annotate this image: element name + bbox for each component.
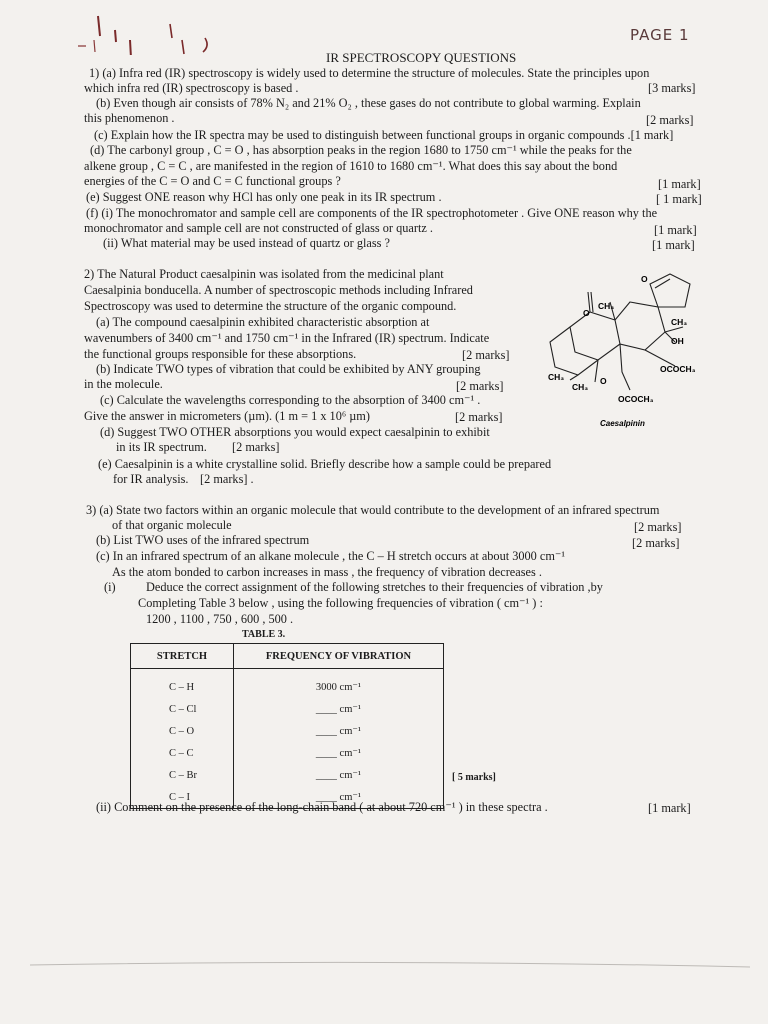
q2e-line1: (e) Caesalpinin is a white crystalline solid. Briefly describe how a sample could be prepared <box>98 457 552 471</box>
q2d-marks: [2 marks] <box>232 440 280 454</box>
q2c-line1: (c) Calculate the wavelengths corresponding to the absorption of 3400 cm⁻¹ . <box>100 393 481 407</box>
q1f-marks: [1 mark] <box>654 223 697 237</box>
table-header-stretch: STRETCH <box>131 644 234 669</box>
q1d-line2: alkene group , C = C , are manifested in the region of 1610 to 1680 cm⁻¹. What does this say about the bond <box>84 159 618 173</box>
table-row: C – C ____ cm⁻¹ <box>131 742 444 764</box>
q1d-marks: [1 mark] <box>658 177 701 191</box>
q3a-marks: [2 marks] <box>634 520 682 534</box>
q3a-line1: 3) (a) State two factors within an organic molecule that would contribute to the development of an infrared spectrum <box>86 503 660 517</box>
q2-line3: Spectroscopy was used to determine the structure of the organic compound. <box>84 299 457 313</box>
keto-oxygen-label: O <box>583 308 590 318</box>
q3b-marks: [2 marks] <box>632 536 680 550</box>
q3b-line1: (b) List TWO uses of the infrared spectrum <box>96 533 310 547</box>
acetate-label-1: OCOCH₃ <box>660 364 696 374</box>
table-row: C – Cl ____ cm⁻¹ <box>131 698 444 720</box>
ring-oxygen-label: O <box>600 376 607 386</box>
q3a-line2: of that organic molecule <box>112 518 232 532</box>
q2e-line2: for IR analysis. <box>113 472 189 486</box>
q1a-line1: 1) (a) Infra red (IR) spectroscopy is widely used to determine the structure of molecules. State the principles upon <box>89 66 650 80</box>
page-label: PAGE 1 <box>630 26 690 44</box>
q3ci-line2: Completing Table 3 below , using the following frequencies of vibration ( cm⁻¹ ) : <box>138 596 543 610</box>
q2a-line2: wavenumbers of 3400 cm⁻¹ and 1750 cm⁻¹ in the Infrared (IR) spectrum. Indicate <box>84 331 490 345</box>
table-row: C – O ____ cm⁻¹ <box>131 720 444 742</box>
methyl-label-1: CH₃ <box>598 301 615 311</box>
q1b-marks: [2 marks] <box>646 113 694 127</box>
page-title: IR SPECTROSCOPY QUESTIONS <box>326 50 517 65</box>
q1fii-marks: [1 mark] <box>652 238 695 252</box>
acetate-label-2: OCOCH₃ <box>618 394 654 404</box>
q1d-line3: energies of the C = O and C = C functional groups ? <box>84 174 341 188</box>
q2b-line1: (b) Indicate TWO types of vibration that could be exhibited by ANY grouping <box>96 362 481 376</box>
q2c-line2: Give the answer in micrometers (µm). (1 m = 1 x 10⁶ µm) <box>84 409 370 423</box>
q2a-marks: [2 marks] <box>462 348 510 362</box>
q2e-marks: [2 marks] . <box>200 472 254 486</box>
handwritten-marks <box>70 10 230 55</box>
q2d-line1: (d) Suggest TWO OTHER absorptions you would expect caesalpinin to exhibit <box>100 425 490 439</box>
q1f-line1: (f) (i) The monochromator and sample cell are components of the IR spectrophotometer . Give ONE reason why the <box>86 206 658 220</box>
q1a-line2: which infra red (IR) spectroscopy is based . <box>84 81 299 95</box>
scan-artifact-line <box>30 955 750 975</box>
q2d-line2: in its IR spectrum. <box>116 440 207 454</box>
table-caption: TABLE 3. <box>242 629 286 640</box>
table-marks: [ 5 marks] <box>452 772 496 783</box>
q1c-line1: (c) Explain how the IR spectra may be used to distinguish between functional groups in organic compounds .[1 mark] <box>94 128 674 142</box>
q1d-line1: (d) The carbonyl group , C = O , has absorption peaks in the region 1680 to 1750 cm⁻¹ while the peaks for the <box>90 143 632 157</box>
methyl-label-4: CH₃ <box>572 382 589 392</box>
q3ci-line3: 1200 , 1100 , 750 , 600 , 500 . <box>146 612 294 626</box>
q3ci-line1: Deduce the correct assignment of the following stretches to their frequencies of vibration ,by <box>146 580 603 594</box>
q2b-marks: [2 marks] <box>456 379 504 393</box>
table-header-frequency: FREQUENCY OF VIBRATION <box>234 644 444 669</box>
q1b-line2: this phenomenon . <box>84 111 175 125</box>
furan-oxygen-label: O <box>641 274 648 284</box>
frequency-table <box>130 643 444 809</box>
q3cii-line: (ii) Comment on the presence of the long-chain band ( at about 720 cm⁻¹ ) in these spectra . <box>96 800 548 814</box>
methyl-label-2: CH₃ <box>671 317 688 327</box>
q1e-marks: [ 1 mark] <box>656 192 702 206</box>
table-row: C – Br ____ cm⁻¹ <box>131 764 444 786</box>
q2b-line2: in the molecule. <box>84 377 163 391</box>
caesalpinin-structure <box>540 262 720 432</box>
structure-caption: Caesalpinin <box>600 419 645 428</box>
q1e-line1: (e) Suggest ONE reason why HCl has only one peak in its IR spectrum . <box>86 190 442 204</box>
q1a-marks: [3 marks] <box>648 81 696 95</box>
q1b-line1: (b) Even though air consists of 78% N₂ and 21% O₂ , these gases do not contribute to global warming. Explain <box>96 96 641 110</box>
table-row: C – H 3000 cm⁻¹ <box>131 669 444 699</box>
q3c-line1: (c) In an infrared spectrum of an alkane molecule , the C – H stretch occurs at about 3000 cm⁻¹ <box>96 549 566 563</box>
q3c-line2: As the atom bonded to carbon increases in mass , the frequency of vibration decreases . <box>112 565 542 579</box>
q2-line1: 2) The Natural Product caesalpinin was isolated from the medicinal plant <box>84 267 444 281</box>
q1fii-line: (ii) What material may be used instead of quartz or glass ? <box>103 236 390 250</box>
q1f-line2: monochromator and sample cell are not constructed of glass or quartz . <box>84 221 433 235</box>
q3ci-number: (i) <box>104 580 116 594</box>
q2a-line3: the functional groups responsible for these absorptions. <box>84 347 357 361</box>
q2a-line1: (a) The compound caesalpinin exhibited characteristic absorption at <box>96 315 430 329</box>
q3cii-marks: [1 mark] <box>648 801 691 815</box>
methyl-label-3: CH₃ <box>548 372 565 382</box>
table-row: C – I ____ cm⁻¹ <box>131 786 444 809</box>
q2c-marks: [2 marks] <box>455 410 503 424</box>
hydroxyl-label: OH <box>671 336 684 346</box>
q2-line2: Caesalpinia bonducella. A number of spectroscopic methods including Infrared <box>84 283 473 297</box>
